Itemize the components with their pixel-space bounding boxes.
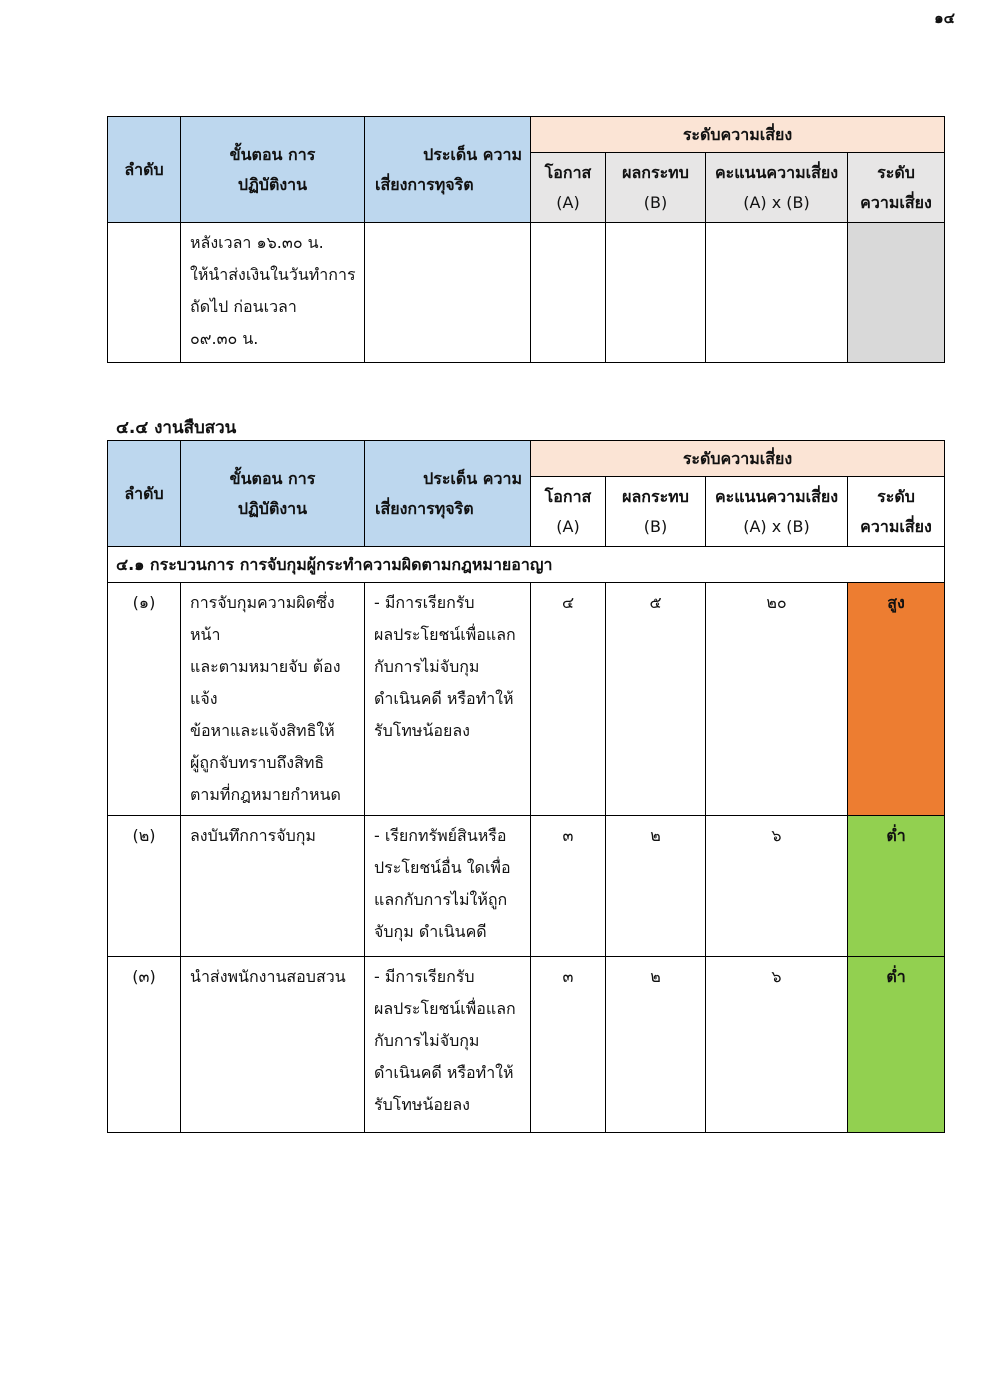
table-row	[108, 583, 945, 816]
row-impact: ๕	[606, 583, 706, 816]
risk-level-badge: ต่ำ	[848, 816, 945, 957]
row-score: ๖	[706, 957, 848, 1133]
section-title: ๔.๔ งานสืบสวน	[116, 418, 237, 438]
header-step: ขั้นตอน การ ปฏิบัติงาน	[181, 117, 365, 223]
table-row	[108, 223, 945, 363]
row-chance	[531, 223, 606, 363]
row-step: การจับกุมความผิดซึ่งหน้า และตามหมายจับ ต้องแจ้ง ข้อหาและแจ้งสิทธิให้ ผู้ถูกจับทราบถึงสิทธิ ตามที่กฎหมายกำหนด	[181, 583, 365, 816]
header-impact: ผลกระทบ (B)	[606, 153, 706, 223]
row-impact: ๒	[606, 816, 706, 957]
page-number: ๑๔	[934, 9, 955, 27]
risk-table-continued	[107, 116, 945, 363]
risk-table-investigation	[107, 440, 945, 1133]
header-order: ลำดับ	[108, 441, 181, 547]
table-row	[108, 957, 945, 1133]
risk-level-badge: ต่ำ	[848, 957, 945, 1133]
table-row	[108, 816, 945, 957]
header-impact: ผลกระทบ (B)	[606, 477, 706, 547]
row-issue	[365, 223, 531, 363]
header-risk-level-group: ระดับความเสี่ยง	[531, 441, 945, 477]
header-score: คะแนนความเสี่ยง (A) x (B)	[706, 153, 848, 223]
row-order: (๑)	[108, 583, 181, 816]
row-issue: - มีการเรียกรับ ผลประโยชน์เพื่อแลก กับการไม่จับกุม ดำเนินคดี หรือทำให้ รับโทษน้อยลง	[365, 583, 531, 816]
header-score: คะแนนความเสี่ยง (A) x (B)	[706, 477, 848, 547]
header-chance: โอกาส (A)	[531, 153, 606, 223]
header-step: ขั้นตอน การ ปฏิบัติงาน	[181, 441, 365, 547]
row-order: (๒)	[108, 816, 181, 957]
row-order	[108, 223, 181, 363]
header-order: ลำดับ	[108, 117, 181, 223]
row-step: ลงบันทึกการจับกุม	[181, 816, 365, 957]
row-chance: ๓	[531, 816, 606, 957]
header-issue: ประเด็น ความ เสี่ยงการทุจริต	[365, 441, 531, 547]
row-score: ๖	[706, 816, 848, 957]
header-level: ระดับ ความเสี่ยง	[848, 477, 945, 547]
row-step: นำส่งพนักงานสอบสวน	[181, 957, 365, 1133]
header-level: ระดับ ความเสี่ยง	[848, 153, 945, 223]
row-step: หลังเวลา ๑๖.๓๐ น. ให้นำส่งเงินในวันทำการ ถัดไป ก่อนเวลา ๐๙.๓๐ น.	[181, 223, 365, 363]
row-level	[848, 223, 945, 363]
row-chance: ๓	[531, 957, 606, 1133]
row-impact	[606, 223, 706, 363]
row-score	[706, 223, 848, 363]
row-score: ๒๐	[706, 583, 848, 816]
row-chance: ๔	[531, 583, 606, 816]
row-order: (๓)	[108, 957, 181, 1133]
row-impact: ๒	[606, 957, 706, 1133]
row-issue: - เรียกทรัพย์สินหรือ ประโยชน์อื่น ใดเพื่อ แลกกับการไม่ให้ถูก จับกุม ดำเนินคดี	[365, 816, 531, 957]
subsection-title: ๔.๑ กระบวนการ การจับกุมผู้กระทำความผิดตามกฎหมายอาญา	[108, 547, 945, 583]
risk-level-badge: สูง	[848, 583, 945, 816]
header-chance: โอกาส (A)	[531, 477, 606, 547]
header-risk-level-group: ระดับความเสี่ยง	[531, 117, 945, 153]
row-issue: - มีการเรียกรับ ผลประโยชน์เพื่อแลก กับการไม่จับกุม ดำเนินคดี หรือทำให้ รับโทษน้อยลง	[365, 957, 531, 1133]
header-issue: ประเด็น ความ เสี่ยงการทุจริต	[365, 117, 531, 223]
